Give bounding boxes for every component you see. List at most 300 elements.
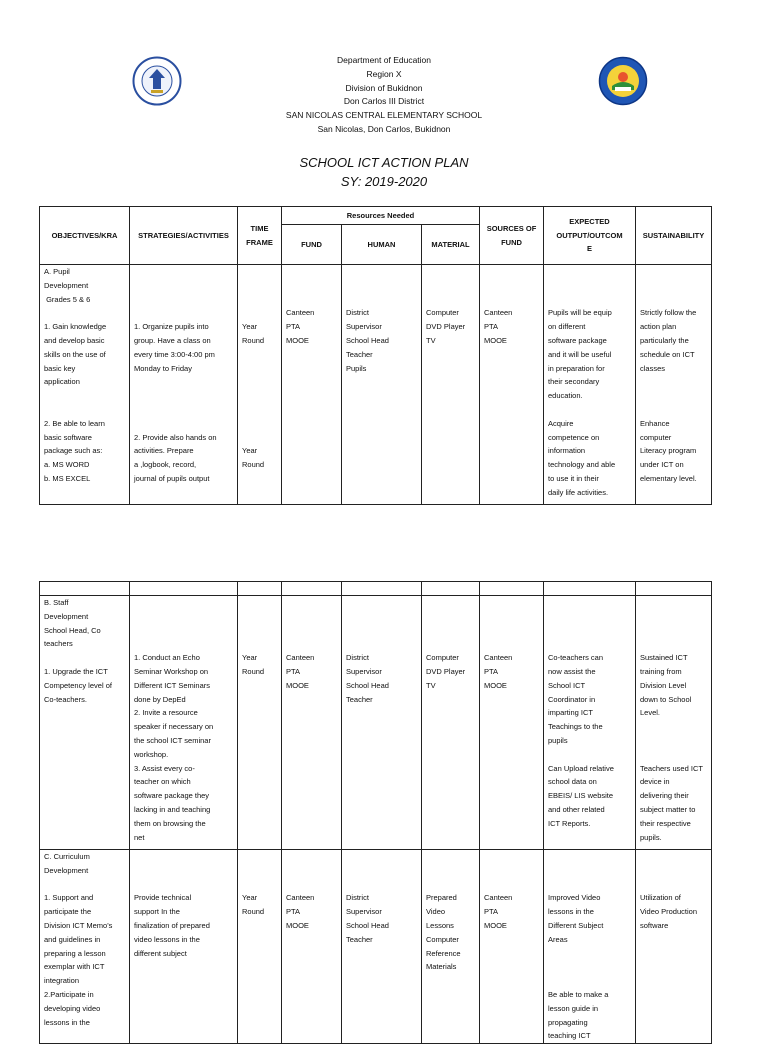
cell-line: 2. Provide also hands on xyxy=(134,432,217,442)
cell-line: 2. Invite a resource xyxy=(134,708,198,718)
cell-line: school data on xyxy=(548,777,597,787)
header-line: Division of Bukidnon xyxy=(345,82,423,93)
cell-line: education. xyxy=(548,391,583,401)
cell-line: elementary level. xyxy=(640,473,697,483)
header-line: SAN NICOLAS CENTRAL ELEMENTARY SCHOOL xyxy=(285,110,483,121)
cell-line: Canteen xyxy=(484,653,513,663)
cell-line: and it will be useful xyxy=(548,349,612,359)
cell-line xyxy=(346,850,417,864)
cell-line xyxy=(242,417,277,431)
cell-line xyxy=(134,610,233,624)
cell-line xyxy=(242,306,277,320)
cell-line: down to School xyxy=(640,694,692,704)
cell-line: Development xyxy=(44,865,89,875)
cell-line xyxy=(640,293,707,307)
cell-line: skills on the use of xyxy=(44,349,106,359)
cell-line: technology and able xyxy=(548,460,616,470)
cell-line xyxy=(426,596,475,610)
cell-line: pupils. xyxy=(640,832,662,842)
cell-line: Grades 5 & 6 xyxy=(44,294,91,304)
cell-line: and other related xyxy=(548,804,605,814)
cell-sources xyxy=(480,596,544,850)
cell-line xyxy=(426,610,475,624)
cell-line: journal of pupils output xyxy=(134,473,210,483)
cell-line: Seminar Workshop on xyxy=(134,666,209,676)
cell-line xyxy=(286,850,337,864)
cell-line: Lessons xyxy=(426,920,454,930)
cell-line xyxy=(286,878,337,892)
cell-line: Be able to make a xyxy=(548,989,609,999)
cell-line xyxy=(286,624,337,638)
cell-line: Year xyxy=(242,893,258,903)
cell-time-frame xyxy=(238,265,282,505)
cell-line xyxy=(484,610,539,624)
cell-line xyxy=(242,389,277,403)
cell-line: speaker if necessary on xyxy=(134,722,214,732)
cell-objectives xyxy=(40,596,130,850)
cell-line: integration xyxy=(44,976,80,986)
cell-line: PTA xyxy=(286,322,301,332)
cell-line: device in xyxy=(640,777,670,787)
cell-line: Teacher xyxy=(346,934,373,944)
cell-line: MOOE xyxy=(484,680,507,690)
cell-line xyxy=(426,637,475,651)
cell-line: PTA xyxy=(286,907,301,917)
cell-line: Different Subject xyxy=(548,920,604,930)
cell-line: DVD Player xyxy=(426,666,466,676)
cell-line xyxy=(242,293,277,307)
cell-line: daily life activities. xyxy=(548,487,609,497)
table-row xyxy=(40,850,712,1044)
cell-line xyxy=(548,947,631,961)
cell-line xyxy=(242,596,277,610)
cell-line: now assist the xyxy=(548,666,596,676)
cell-line xyxy=(346,637,417,651)
cell-line xyxy=(548,637,631,651)
cell-sustainability xyxy=(636,850,712,1044)
cell-line xyxy=(346,279,417,293)
cell-line xyxy=(548,850,631,864)
cell-line xyxy=(548,293,631,307)
cell-line xyxy=(134,265,233,279)
cell-line: TV xyxy=(426,335,436,345)
cell-line xyxy=(640,279,707,293)
cell-line xyxy=(242,279,277,293)
cell-line xyxy=(134,389,233,403)
cell-line: lessons in the xyxy=(548,907,594,917)
cell-line: Year xyxy=(242,322,258,332)
cell-line: participate the xyxy=(44,907,92,917)
cell-line xyxy=(484,596,539,610)
cell-line: Video Production xyxy=(640,907,697,917)
cell-line xyxy=(484,878,539,892)
cell-line xyxy=(640,389,707,403)
cell-line: District xyxy=(346,893,369,903)
cell-line: package such as: xyxy=(44,446,103,456)
cell-line: developing video xyxy=(44,1003,101,1013)
cell-line: competence on xyxy=(548,432,600,442)
cell-line: b. MS EXCEL xyxy=(44,473,91,483)
cell-expected-output xyxy=(544,265,636,505)
cell-line: Canteen xyxy=(286,893,315,903)
cell-line: Teachers used ICT xyxy=(640,763,703,773)
cell-line xyxy=(134,417,233,431)
cell-line: Pupils xyxy=(346,363,367,373)
cell-line: Round xyxy=(242,666,265,676)
cell-line: Strictly follow the xyxy=(640,308,697,318)
cell-line xyxy=(286,610,337,624)
cell-line: TV xyxy=(426,680,436,690)
cell-line xyxy=(134,878,233,892)
col-header-sustainability: SUSTAINABILITY xyxy=(636,207,712,265)
cell-time-frame xyxy=(238,596,282,850)
cell-strategies xyxy=(130,850,238,1044)
cell-line xyxy=(242,348,277,362)
cell-line: software package xyxy=(548,335,607,345)
cell-line xyxy=(346,596,417,610)
cell-line: MOOE xyxy=(484,335,507,345)
cell-line: District xyxy=(346,308,369,318)
cell-material xyxy=(422,850,480,1044)
cell-line: propagating xyxy=(548,1017,588,1027)
cell-line xyxy=(548,624,631,638)
cell-line: lesson guide in xyxy=(548,1003,599,1013)
title-line-1: SCHOOL ICT ACTION PLAN xyxy=(299,155,469,170)
cell-line: PTA xyxy=(286,666,301,676)
cell-line: in preparation for xyxy=(548,363,605,373)
cell-time-frame xyxy=(238,850,282,1044)
cell-line xyxy=(548,403,631,417)
cell-line xyxy=(346,265,417,279)
cell-line: done by DepEd xyxy=(134,694,186,704)
cell-line: Computer xyxy=(426,308,459,318)
cell-line: Computer xyxy=(426,934,459,944)
cell-line xyxy=(134,306,233,320)
cell-line: Video xyxy=(426,907,446,917)
cell-line: Enhance xyxy=(640,418,670,428)
header-line: Don Carlos III District xyxy=(343,96,425,107)
cell-line: pupils xyxy=(548,735,568,745)
cell-line: Can Upload relative xyxy=(548,763,614,773)
cell-line: on different xyxy=(548,322,586,332)
cell-line: Co-teachers can xyxy=(548,653,604,663)
cell-line: C. Curriculum xyxy=(44,852,90,861)
cell-line: every time 3:00-4:00 pm xyxy=(134,349,215,359)
cell-line xyxy=(426,265,475,279)
cell-line: support In the xyxy=(134,907,180,917)
cell-line: ICT Reports. xyxy=(548,818,591,828)
cell-fund xyxy=(282,265,342,505)
cell-line: Pupils will be equip xyxy=(548,308,612,318)
cell-line: them on browsing the xyxy=(134,818,206,828)
cell-line xyxy=(548,596,631,610)
cell-line xyxy=(640,864,707,878)
cell-line xyxy=(426,293,475,307)
cell-line xyxy=(242,610,277,624)
cell-line: 1. Gain knowledge xyxy=(44,322,107,332)
action-plan-table-2 xyxy=(39,581,712,1044)
cell-line: Canteen xyxy=(286,653,315,663)
col-header-time-frame: TIME FRAME xyxy=(238,207,282,265)
cell-line: MOOE xyxy=(286,920,309,930)
school-header xyxy=(0,54,768,137)
cell-line xyxy=(44,403,125,417)
cell-line xyxy=(346,610,417,624)
cell-line: action plan xyxy=(640,322,677,332)
cell-line: Acquire xyxy=(548,418,574,428)
cell-line: School ICT xyxy=(548,680,586,690)
cell-line xyxy=(484,850,539,864)
cell-line: exemplar with ICT xyxy=(44,962,105,972)
cell-line: computer xyxy=(640,432,672,442)
cell-line xyxy=(242,624,277,638)
cell-material xyxy=(422,596,480,850)
cell-line: the school ICT seminar xyxy=(134,735,211,745)
cell-line xyxy=(548,864,631,878)
cell-line xyxy=(242,431,277,445)
cell-line: subject matter to xyxy=(640,804,696,814)
cell-line xyxy=(548,610,631,624)
cell-objectives xyxy=(40,850,130,1044)
cell-line: B. Staff xyxy=(44,598,69,607)
cell-line: School Head, Co xyxy=(44,625,101,635)
cell-line: MOOE xyxy=(484,920,507,930)
cell-line xyxy=(426,850,475,864)
cell-line: Reference xyxy=(426,948,461,958)
cell-line xyxy=(548,748,631,762)
cell-line: teaching ICT xyxy=(548,1031,591,1041)
cell-line: Sustained ICT xyxy=(640,653,688,663)
cell-line: 3. Assist every co- xyxy=(134,763,195,773)
cell-line xyxy=(242,375,277,389)
cell-line xyxy=(134,624,233,638)
cell-sustainability xyxy=(636,265,712,505)
cell-line: Improved Video xyxy=(548,893,601,903)
cell-line: and guidelines in xyxy=(44,934,101,944)
cell-line xyxy=(640,403,707,417)
cell-line: School Head xyxy=(346,335,389,345)
header-line: Department of Education xyxy=(336,55,432,65)
cell-line xyxy=(484,864,539,878)
cell-strategies xyxy=(130,596,238,850)
cell-line: lacking in and teaching xyxy=(134,804,211,814)
cell-line: MOOE xyxy=(286,680,309,690)
cell-line xyxy=(640,375,707,389)
cell-line: Division ICT Memo's xyxy=(44,920,113,930)
cell-line xyxy=(346,293,417,307)
cell-line: basic software xyxy=(44,432,92,442)
cell-line: their secondary xyxy=(548,377,600,387)
cell-human xyxy=(342,265,422,505)
cell-line: Canteen xyxy=(286,308,315,318)
table-row xyxy=(40,596,712,850)
cell-line: DVD Player xyxy=(426,322,466,332)
cell-line: Areas xyxy=(548,934,568,944)
cell-line: District xyxy=(346,653,369,663)
cell-line: Computer xyxy=(426,653,459,663)
cell-line: net xyxy=(134,832,145,842)
cell-line: a. MS WORD xyxy=(44,460,90,470)
cell-line xyxy=(484,293,539,307)
cell-line: Level. xyxy=(640,708,661,718)
cell-line xyxy=(640,596,707,610)
table-row-empty xyxy=(40,582,712,596)
cell-sustainability xyxy=(636,596,712,850)
cell-line: Supervisor xyxy=(346,907,382,917)
cell-line xyxy=(548,878,631,892)
cell-fund xyxy=(282,850,342,1044)
cell-line xyxy=(242,403,277,417)
cell-line xyxy=(242,637,277,651)
cell-line: imparting ICT xyxy=(548,708,594,718)
cell-human xyxy=(342,850,422,1044)
cell-line: Year xyxy=(242,653,258,663)
cell-line xyxy=(134,279,233,293)
cell-line: Provide technical xyxy=(134,893,192,903)
cell-line: Teacher xyxy=(346,694,373,704)
cell-line xyxy=(548,960,631,974)
cell-line xyxy=(242,362,277,376)
cell-line: EBEIS/ LIS website xyxy=(548,791,614,801)
cell-line: Development xyxy=(44,280,89,290)
cell-line xyxy=(640,878,707,892)
cell-line: to use it in their xyxy=(548,473,599,483)
cell-line xyxy=(484,637,539,651)
cell-line: School Head xyxy=(346,920,389,930)
cell-line: 1. Conduct an Echo xyxy=(134,653,200,663)
cell-line xyxy=(242,265,277,279)
cell-line: video lessons in the xyxy=(134,934,200,944)
cell-line xyxy=(286,864,337,878)
cell-line: Teachings to the xyxy=(548,722,603,732)
cell-line xyxy=(286,279,337,293)
cell-line: schedule on ICT xyxy=(640,349,695,359)
cell-line: group. Have a class on xyxy=(134,335,211,345)
cell-line: PTA xyxy=(484,666,499,676)
cell-line: Canteen xyxy=(484,308,513,318)
cell-line: PTA xyxy=(484,907,499,917)
cell-line xyxy=(484,279,539,293)
cell-line: Literacy program xyxy=(640,446,697,456)
cell-line: Teacher xyxy=(346,349,373,359)
header-line: San Nicolas, Don Carlos, Bukidnon xyxy=(317,123,451,134)
table-row xyxy=(40,265,712,505)
cell-line xyxy=(44,389,125,403)
cell-line xyxy=(346,864,417,878)
document-title xyxy=(0,153,768,191)
cell-line: delivering their xyxy=(640,791,689,801)
cell-line: Competency level of xyxy=(44,680,112,690)
cell-line: 2. Be able to learn xyxy=(44,418,105,428)
cell-line: Different ICT Seminars xyxy=(134,680,210,690)
col-header-expected-output: EXPECTED OUTPUT/OUTCOM E xyxy=(544,207,636,265)
cell-line xyxy=(134,293,233,307)
cell-line xyxy=(44,306,125,320)
cell-line xyxy=(134,596,233,610)
cell-line xyxy=(134,375,233,389)
cell-line xyxy=(286,637,337,651)
cell-line xyxy=(346,624,417,638)
cell-line: 1. Support and xyxy=(44,893,94,903)
col-header-sources: SOURCES OF FUND xyxy=(480,207,544,265)
cell-line xyxy=(640,637,707,651)
cell-line: training from xyxy=(640,666,682,676)
cell-line: workshop. xyxy=(134,749,169,759)
cell-line: teachers xyxy=(44,639,73,649)
cell-line xyxy=(484,624,539,638)
cell-line xyxy=(426,279,475,293)
cell-line: Division Level xyxy=(640,680,687,690)
cell-line: Canteen xyxy=(484,893,513,903)
cell-line xyxy=(426,624,475,638)
col-header-human: HUMAN xyxy=(342,225,422,265)
cell-line: Monday to Friday xyxy=(134,363,192,373)
cell-line xyxy=(44,651,125,665)
cell-line: School Head xyxy=(346,680,389,690)
cell-line xyxy=(548,279,631,293)
cell-sources xyxy=(480,850,544,1044)
cell-line xyxy=(640,610,707,624)
cell-line xyxy=(426,864,475,878)
col-header-fund: FUND xyxy=(282,225,342,265)
cell-line xyxy=(134,864,233,878)
col-header-resources-needed: Resources Needed xyxy=(282,207,480,225)
cell-line: PTA xyxy=(484,322,499,332)
cell-line xyxy=(286,293,337,307)
cell-expected-output xyxy=(544,596,636,850)
cell-line xyxy=(242,850,277,864)
cell-line: particularly the xyxy=(640,335,689,345)
cell-line xyxy=(548,974,631,988)
cell-line xyxy=(640,624,707,638)
cell-line: basic key xyxy=(44,363,76,373)
cell-line: Year xyxy=(242,446,258,456)
cell-line xyxy=(640,734,707,748)
cell-line: Utilization of xyxy=(640,893,681,903)
cell-line xyxy=(484,265,539,279)
cell-line xyxy=(44,878,125,892)
cell-line xyxy=(286,596,337,610)
cell-line xyxy=(242,864,277,878)
cell-strategies xyxy=(130,265,238,505)
cell-line: their respective xyxy=(640,818,691,828)
cell-line: finalization of prepared xyxy=(134,920,210,930)
cell-line: and develop basic xyxy=(44,335,105,345)
cell-line xyxy=(548,265,631,279)
cell-fund xyxy=(282,596,342,850)
cell-line: Co-teachers. xyxy=(44,694,87,704)
cell-expected-output xyxy=(544,850,636,1044)
cell-line xyxy=(640,850,707,864)
cell-line: Coordinator in xyxy=(548,694,596,704)
action-plan-table-1 xyxy=(39,206,712,505)
cell-line: Round xyxy=(242,907,265,917)
cell-line: different subject xyxy=(134,948,187,958)
cell-line xyxy=(134,403,233,417)
col-header-strategies: STRATEGIES/ACTIVITIES xyxy=(130,207,238,265)
cell-line: Supervisor xyxy=(346,322,382,332)
cell-line: 2.Participate in xyxy=(44,989,94,999)
title-line-2: SY: 2019-2020 xyxy=(340,174,428,189)
col-header-material: MATERIAL xyxy=(422,225,480,265)
cell-line xyxy=(426,878,475,892)
cell-line: information xyxy=(548,446,586,456)
header-line: Region X xyxy=(366,68,402,79)
col-header-objectives: OBJECTIVES/KRA xyxy=(40,207,130,265)
cell-line xyxy=(286,265,337,279)
cell-line xyxy=(640,265,707,279)
cell-line: Round xyxy=(242,460,265,470)
